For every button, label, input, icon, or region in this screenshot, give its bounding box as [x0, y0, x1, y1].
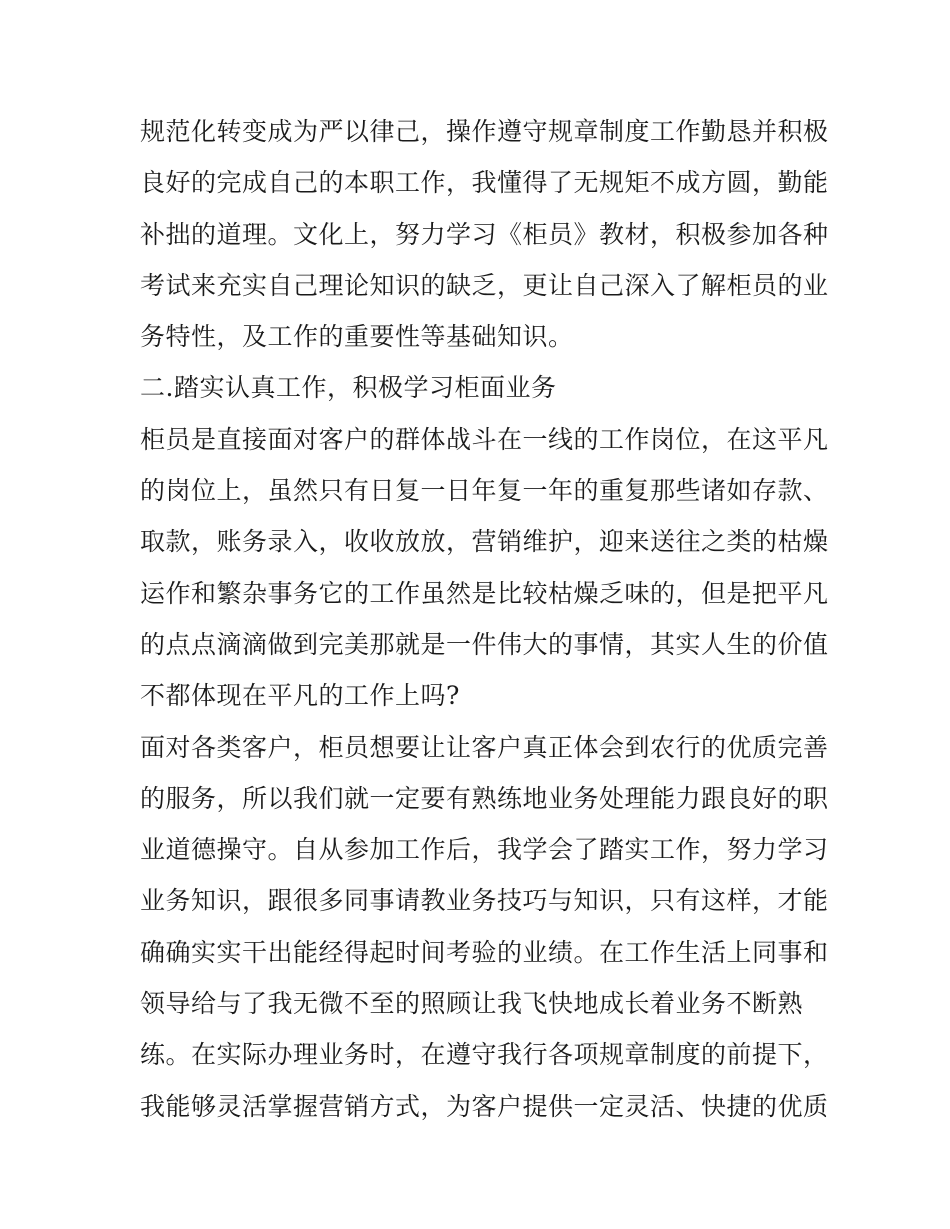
text-line: 的服务，所以我们就一定要有熟练地业务处理能力跟良好的职: [140, 783, 829, 813]
text-line: 不都体现在平凡的工作上吗?: [140, 681, 460, 711]
text-line: 柜员是直接面对客户的群体战斗在一线的工作岗位，在这平凡: [140, 424, 829, 454]
text-line: 补拙的道理。文化上，努力学习《柜员》教材，积极参加各种: [140, 219, 829, 249]
text-line: 务特性，及工作的重要性等基础知识。: [140, 322, 574, 352]
text-line: 领导给与了我无微不至的照顾让我飞快地成长着业务不断熟: [140, 989, 804, 1019]
text-line: 取款，账务录入，收收放放，营销维护，迎来送往之类的枯燥: [140, 527, 829, 557]
text-line: 面对各类客户，柜员想要让让客户真正体会到农行的优质完善: [140, 732, 829, 762]
document-body: [140, 106, 829, 1132]
text-line: 运作和繁杂事务它的工作虽然是比较枯燥乏味的，但是把平凡: [140, 578, 829, 608]
text-line: 考试来充实自己理论知识的缺乏，更让自己深入了解柜员的业: [140, 270, 829, 300]
text-line: 的岗位上，虽然只有日复一日年复一年的重复那些诸如存款、: [140, 476, 829, 506]
text-line: 我能够灵活掌握营销方式，为客户提供一定灵活、快捷的优质: [140, 1091, 829, 1121]
text-line: 练。在实际办理业务时，在遵守我行各项规章制度的前提下，: [140, 1040, 829, 1070]
text-line: 确确实实干出能经得起时间考验的业绩。在工作生活上同事和: [140, 937, 829, 967]
text-line: 良好的完成自己的本职工作，我懂得了无规矩不成方圆，勤能: [140, 168, 829, 198]
text-line: 业务知识，跟很多同事请教业务技巧与知识，只有这样，才能: [140, 886, 829, 916]
text-line: 规范化转变成为严以律己，操作遵守规章制度工作勤恳并积极: [140, 117, 829, 146]
text-line: 的点点滴滴做到完美那就是一件伟大的事情，其实人生的价值: [140, 629, 829, 659]
text-line: 业道德操守。自从参加工作后，我学会了踏实工作，努力学习: [140, 835, 829, 865]
section-heading: 二.踏实认真工作，积极学习柜面业务: [140, 373, 557, 403]
